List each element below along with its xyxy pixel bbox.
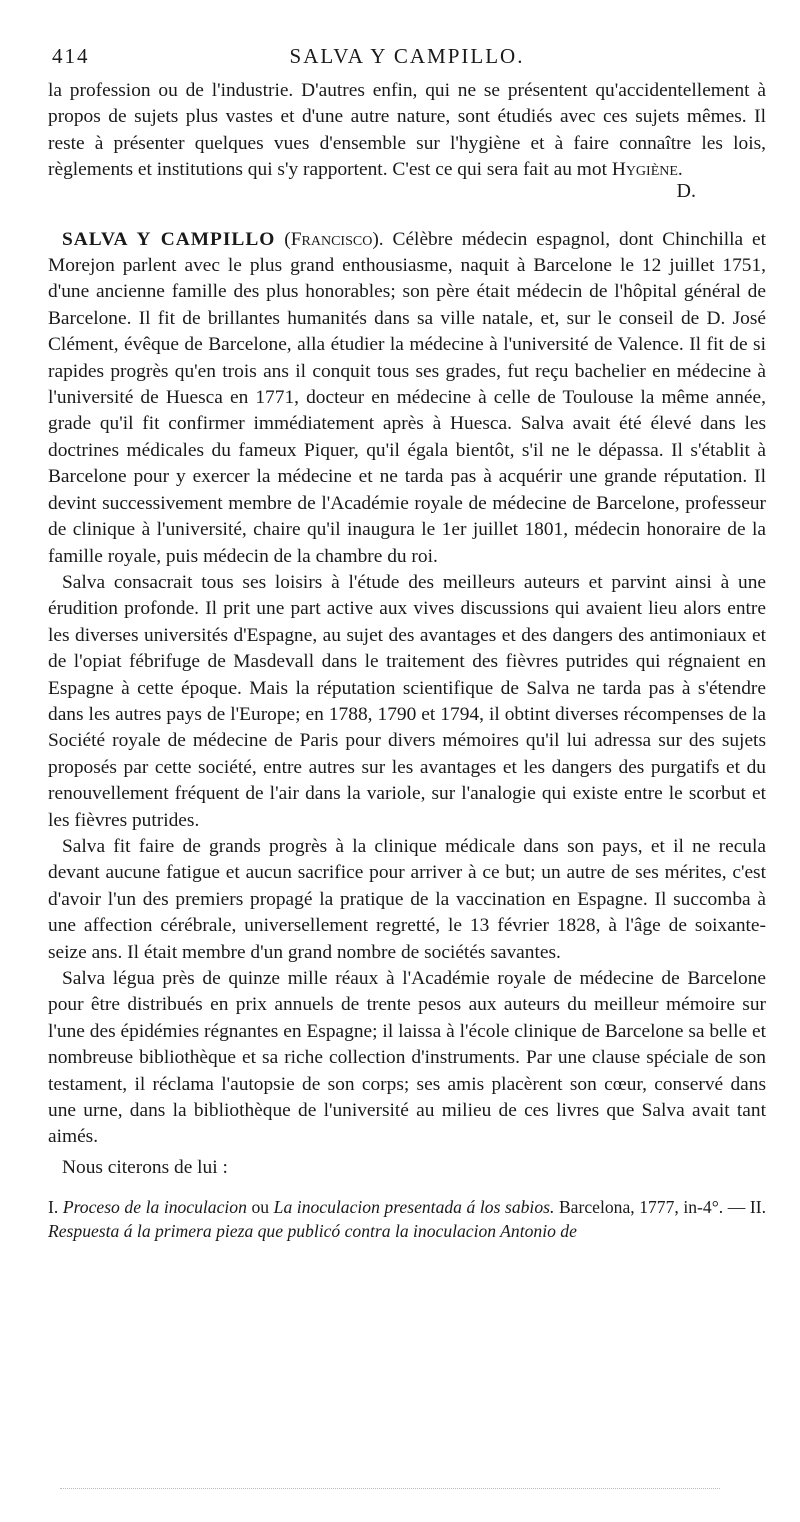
reference-alt-title: La inoculacion presentada á los sabios.	[273, 1197, 555, 1218]
entry-paragraph-4: Salva légua près de quinze mille réaux à l'Académie royale de médecine de Barcelone pour être distribués en prix annuels de trente pesos aux auteurs du meilleur mémoire sur l'une des épidémies régnantes en Espagne; il laissa à l'école clinique de Barcelone sa belle et nombreuse bibliothèque et sa riche collection d'instruments. Par une clause spéciale de son testament, il réclama l'autopsie de son corps; ses amis placèrent son cœur, conservé dans une urne, dans la bibliothèque de l'université au milieu de ces livres que Salva avait tant aimés.	[48, 968, 766, 1148]
entry-separator	[48, 203, 766, 227]
previous-entry-text: la profession ou de l'industrie. D'autres enfin, qui ne se présentent qu'accidentellement à propos de sujets plus vastes et d'une autre nature, sont étudiés avec ces sujets mêmes. Il reste à présenter quelques vues d'ensemble sur l'hygiène et à faire connaître les lois, règlements et institutions qui s'y rapportent. C'est ce qui sera fait au mot	[48, 80, 766, 181]
reference-connector: ou	[251, 1197, 270, 1218]
page-header	[48, 40, 766, 78]
page-bottom-rule	[60, 1488, 720, 1489]
author-signature: D.	[676, 179, 696, 202]
entry-paragraph-1: SALVA Y CAMPILLO (Francisco). Célèbre médecin espagnol, dont Chinchilla et Morejon parlent avec le plus grand enthousiasme, naquit à Barcelone le 12 juillet 1751, d'une ancienne famille des plus honorables; son père était médecin de l'hôpital général de Barcelone. Il fit de brillantes humanités dans sa ville natale, et, sur le conseil de D. José Clément, évêque de Barcelone, alla étudier la médecine à l'université de Valence. Il fit de si rapides progrès qu'en trois ans il conquit tous ses grades, fut reçu bachelier en médecine à l'université de Huesca en 1771, docteur en médecine à celle de Toulouse la même année, grade qu'il fit confirmer immédiatement après à Huesca. Salva avait été élevé dans les doctrines médicales du fameux Piquer, qu'il égala bientôt, s'il ne le dépassa. Il s'établit à Barcelone pour y exercer la médecine et ne tarda pas à acquérir une grande réputation. Il devint successivement membre de l'Académie royale de médecine de Barcelone, professeur de clinique à l'université, chaire qu'il inaugura le 1er juillet 1801, médecin honoraire de la famille royale, puis médecin de la chambre du roi.	[48, 228, 766, 567]
entry-paragraph-3: Salva fit faire de grands progrès à la clinique médicale dans son pays, et il ne recula devant aucune fatigue et aucun sacrifice pour arriver à ce but; un autre de ses mérites, c'est d'avoir l'un des premiers propagé la pratique de la vaccination en Espagne. Il succomba à une affection cérébrale, universellement regretté, le 13 février 1828, à l'âge de soixante-seize ans. Il était membre d'un grand nombre de sociétés savantes.	[48, 835, 766, 963]
entry-heading: SALVA Y CAMPILLO	[62, 228, 276, 250]
cross-reference: Hygiène	[611, 159, 678, 181]
references-list	[48, 1195, 766, 1243]
reference-title: Proceso de la inoculacion	[62, 1197, 247, 1218]
previous-entry-conclusion	[48, 78, 766, 184]
reference-title: Respuesta á la primera pieza que publicó contra la inoculacion Antonio de	[48, 1221, 577, 1242]
entry-given-name: Francisco	[290, 228, 373, 250]
previous-entry-end: .	[677, 159, 683, 181]
reference-numeral: II.	[749, 1197, 767, 1218]
document-page	[48, 40, 766, 1243]
reference-numeral: I.	[48, 1197, 59, 1218]
entry-body-1: Célèbre médecin espagnol, dont Chinchilla et Morejon parlent avec le plus grand enthousiasme, naquit à Barcelone le 12 juillet 1751, d'une ancienne famille des plus honorables; son père était médecin de l'hôpital général de Barcelone. Il fit de brillantes humanités dans sa ville natale, et, sur le conseil de D. José Clément, évêque de Barcelone, alla étudier la médecine à l'université de Valence. Il fit de si rapides progrès qu'en trois ans il conquit tous ses grades, fut reçu bachelier en médecine à l'université de Huesca en 1771, docteur en médecine à celle de Toulouse la même année, grade qu'il fit confirmer immédiatement après à Huesca. Salva avait été élevé dans les doctrines médicales du fameux Piquer, qu'il égala bientôt, s'il ne le dépassa. Il s'établit à Barcelone pour y exercer la médecine et ne tarda pas à acquérir une grande réputation. Il devint successivement membre de l'Académie royale de médecine de Barcelone, professeur de clinique à l'université, chaire qu'il inaugura le 1er juillet 1801, médecin honoraire de la famille royale, puis médecin de la chambre du roi.	[48, 228, 766, 567]
page-number: 414	[52, 44, 90, 68]
reference-details: Barcelona, 1777, in-4°. —	[558, 1197, 746, 1218]
entry-paragraph-2: Salva consacrait tous ses loisirs à l'étude des meilleurs auteurs et parvint ainsi à une érudition profonde. Il prit une part active aux vives discussions qui avaient lieu alors entre les diverses universités d'Espagne, au sujet des avantages et des dangers des antimoniaux et de l'opiat fébrifuge de Masdevall dans le traitement des fièvres putrides qui régnaient en Espagne à cette époque. Mais la réputation scientifique de Salva ne tarda pas à s'étendre dans les autres pays de l'Europe; en 1788, 1790 et 1794, il obtint diverses récompenses de la Société royale de médecine de Paris pour divers mémoires qu'il lui adressa sur des sujets proposés par cette société, entre autres sur les avantages et les dangers des purgatifs et du renouvellement fréquent de l'air dans la variole, sur l'analogie qui existe entre le scorbut et les fièvres putrides.	[48, 571, 766, 831]
works-intro: Nous citerons de lui :	[62, 1156, 228, 1178]
reference-item	[48, 1197, 750, 1217]
running-title: SALVA Y CAMPILLO.	[289, 44, 525, 68]
